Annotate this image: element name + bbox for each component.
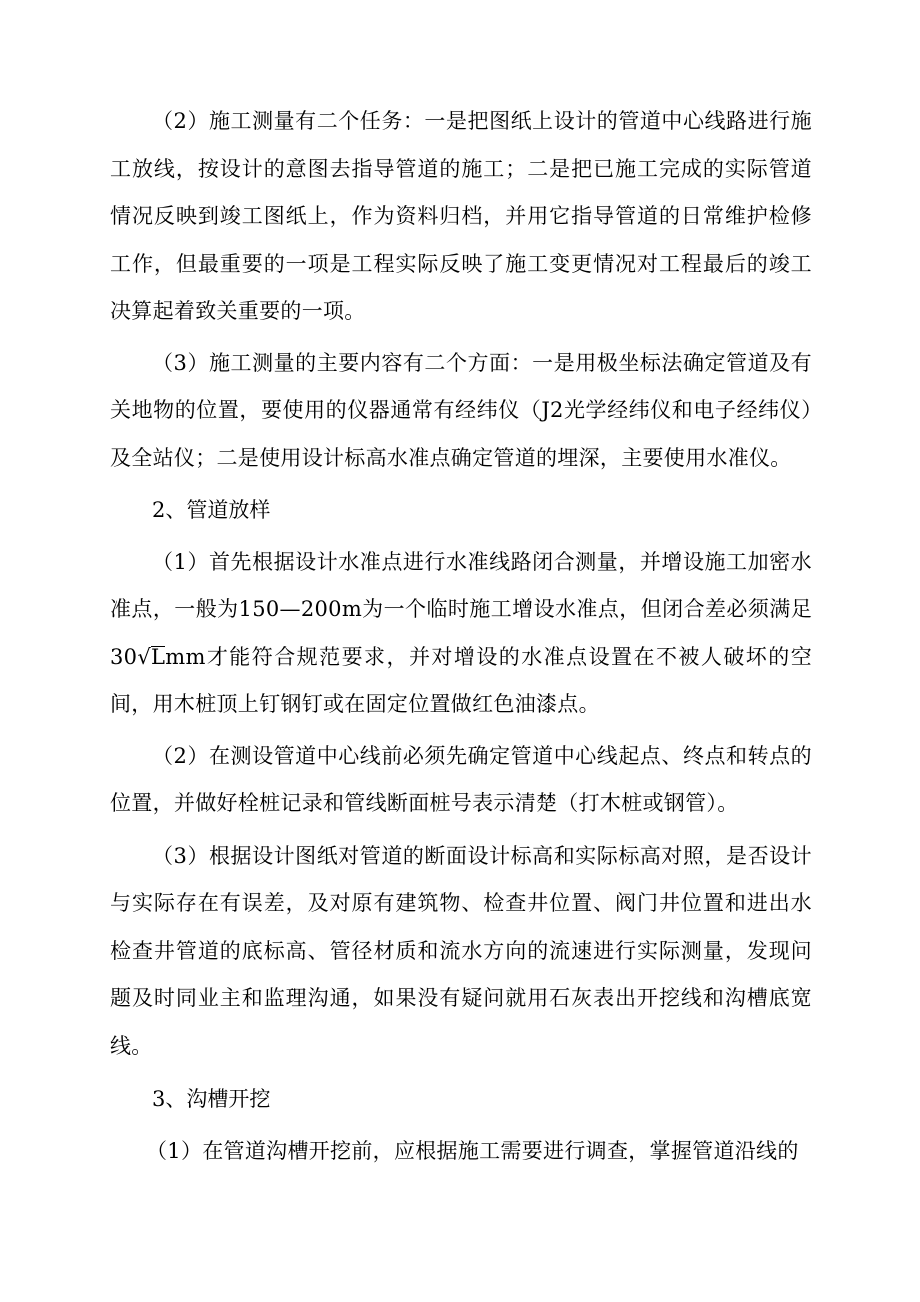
paragraph-benchmark-survey	[110, 539, 812, 729]
paragraph-trench-survey: （1）在管道沟槽开挖前，应根据施工需要进行调查，掌握管道沿线的	[146, 1138, 799, 1163]
document-body	[110, 98, 812, 1179]
section-heading-trench-excavation: 3、沟槽开挖	[152, 1087, 271, 1111]
paragraph-elevation-check: （3）根据设计图纸对管道的断面设计标高和实际标高对照，是否设计与实际存在有误差，及对原有建筑物、检查井位置、阀门井位置和进出水检查井管道的底标高、管径材质和流水方向的流速进行实际测量，发现问题及时同业主和监理沟通，如果没有疑问就用石灰表出开挖线和沟槽底宽线。	[110, 843, 812, 1058]
paragraph-centerline-setout: （2）在测设管道中心线前必须先确定管道中心线起点、终点和转点的位置，并做好栓桩记录和管线断面桩号表示清楚（打木桩或钢管）。	[110, 743, 812, 815]
paragraph-benchmark-survey-after: mm才能符合规范要求，并对增设的水准点设置在不被人破坏的空间，用木桩顶上钉钢钉或在固定位置做红色油漆点。	[110, 644, 812, 716]
paragraph-benchmark-survey-before: （1）首先根据设计水准点进行水准线路闭合测量，并增设施工加密水准点，一般为150—200m为一个临时施工增设水准点，但闭合差必须满足30	[110, 549, 812, 669]
paragraph-survey-tasks: （2）施工测量有二个任务：一是把图纸上设计的管道中心线路进行施工放线，按设计的意图去指导管道的施工；二是把已施工完成的实际管道情况反映到竣工图纸上，作为资料归档，并用它指导管道的日常维护检修工作，但最重要的一项是工程实际反映了施工变更情况对工程最后的竣工决算起着致关重要的一项。	[110, 109, 812, 323]
sqrt-radicand: L	[151, 644, 166, 669]
sqrt-sign: √	[137, 644, 152, 669]
sqrt-formula	[137, 634, 165, 682]
paragraph-survey-contents: （3）施工测量的主要内容有二个方面：一是用极坐标法确定管道及有关地物的位置，要使用的仪器通常有经纬仪（J2光学经纬仪和电子经纬仪）及全站仪；二是使用设计标高水准点确定管道的埋深，主要使用水准仪。	[110, 350, 812, 470]
section-heading-pipe-layout: 2、管道放样	[152, 498, 271, 522]
